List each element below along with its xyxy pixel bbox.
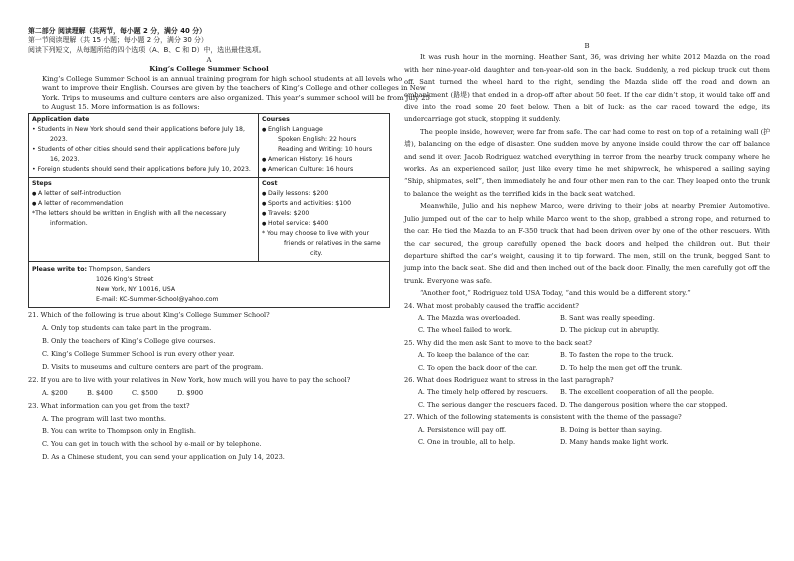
passage-b-letter: B (584, 42, 590, 50)
option[interactable]: C. $500 (132, 388, 158, 397)
application-cell (29, 114, 259, 177)
passage-b-paragraph: Meanwhile, Julio and his nephew Marco, were driving to their jobs at nearby Premier Automotive. Julio jumped out of the car to help while Marco went to the shop, grabbed a strong rope, and returned to the car. He tied the Mazda to an F-350 truck that had been driven over by one of the other rescuers. With the car secured, the group carefully opened the back doors and helped the children out. But their departure shifted the car’s weight, causing it to tip forward. The men, still on the trunk, begged Sant to jump into the back seat. She did and then inched out of the back door. Finally, the men carefully got off the trunk. Everyone was safe. (404, 202, 770, 285)
option[interactable]: B. You can write to Thompson only in English. (42, 427, 196, 436)
option[interactable]: C. King’s College Summer School is run every other year. (42, 350, 235, 359)
address-line: 1026 King’s Street (96, 276, 154, 284)
option[interactable]: B. The excellent cooperation of all the people. (560, 388, 714, 397)
left-column (28, 27, 430, 464)
option[interactable]: C. One in trouble, all to help. (418, 438, 516, 446)
cost-note: friends or relatives in the same (284, 240, 381, 248)
option[interactable]: B. Sant was really speeding. (560, 313, 655, 322)
options-row (404, 436, 770, 448)
section-title: 第一节阅读理解（共 15 小题；每小题 2 分，满分 30 分） (28, 36, 208, 45)
steps-cell (29, 178, 259, 261)
options-row (404, 386, 770, 398)
courses-heading: Courses (262, 116, 290, 124)
course-item: Reading and Writing: 10 hours (278, 146, 373, 154)
question-26: 26. What does Rodriguez want to stress in the last paragraph? (404, 375, 614, 384)
cost-heading: Cost (262, 180, 278, 188)
option[interactable]: B. $400 (87, 388, 113, 397)
options-row (404, 312, 770, 324)
application-item: • Students in New York should send their applications before July 18, (32, 125, 255, 135)
passage-a-questions (28, 309, 390, 464)
info-table (28, 113, 390, 308)
email-line: E-mail: KC-Summer-School@yahoo.com (96, 296, 219, 304)
intro-line: to August 15. More information is as follows: (42, 102, 200, 111)
option[interactable]: D. As a Chinese student, you can send your application on July 14, 2023. (42, 453, 285, 462)
application-heading: Application date (32, 116, 90, 124)
options-row (404, 324, 770, 336)
passage-b-paragraph: It was rush hour in the morning. Heather Sant, 36, was driving her white 2012 Mazda on the road with her nine-year-old daughter and ten-year-old son in the back. Suddenly, a red pickup truck cut them off. Sant turned the wheel hard to the right, sending the Mazda slide off the road and down an embankment (路堤) that ended in a drop-off after about 50 feet. If the car didn’t stop, it would take off and dive into the road some 20 feet below. Then a bit of luck: as the car raced toward the edge, its undercarriage got stuck, stopping it suddenly. (404, 53, 770, 124)
options-row (404, 424, 770, 436)
cost-item: ● Hotel service: $400 (262, 219, 386, 229)
option[interactable]: D. Visits to museums and culture centers are part of the program. (42, 362, 264, 371)
course-item: Spoken English: 22 hours (278, 136, 357, 144)
cost-note: * You may choose to live with your (262, 230, 370, 238)
cost-item: ● Travels: $200 (262, 209, 386, 219)
option[interactable]: A. $200 (42, 388, 68, 397)
option[interactable]: D. $900 (177, 388, 204, 397)
step-item: ● A letter of recommendation (32, 199, 255, 209)
application-item: 16, 2023. (50, 156, 80, 164)
write-to (32, 265, 386, 275)
options-row (28, 387, 390, 400)
cost-note: city. (310, 250, 323, 258)
step-item: ● A letter of self-introduction (32, 189, 255, 199)
option[interactable]: A. To keep the balance of the car. (418, 351, 530, 360)
address-line: New York, NY 10016, USA (96, 286, 176, 294)
option[interactable]: A. The timely help offered by rescuers. (418, 388, 548, 397)
option[interactable]: D. To help the men get off the trunk. (560, 363, 683, 372)
table-row (29, 178, 389, 262)
passage-b-paragraph: The people inside, however, were far from safe. The car had come to rest on top of a retaining wall (护墙), balancing on the edge of disaster. One sudden move by anyone inside could throw the car off balance and send it over. Jacob Rodriguez watched everything in terror from the nearby truck company where he works. As an experienced sailor, just like every time he met shipwreck, he whispered a sailing saying “Ship, shipmates, self”, then immediately he and four other men ran to the car. They leaped onto the trunk to balance the weight as the terrified kids in the back seat watched. (404, 127, 770, 198)
passage-a-letter: A (206, 55, 212, 64)
write-to-name: Thompson, Sanders (88, 266, 151, 274)
right-column (404, 42, 770, 448)
option[interactable]: C. The serious danger the rescuers faced. (418, 400, 558, 409)
table-row (29, 114, 389, 178)
write-to-label: Please write to: (32, 266, 87, 274)
options-row (404, 399, 770, 411)
option[interactable]: A. The program will last two months. (42, 414, 167, 423)
part-title: 第二部分 阅读理解（共两节，每小题 2 分，满分 40 分） (28, 27, 206, 35)
course-item: ● English Language (262, 125, 386, 135)
application-item: 2023. (50, 136, 68, 144)
option[interactable]: C. The wheel failed to work. (418, 326, 512, 335)
question-23: 23. What information can you get from the text? (28, 401, 190, 410)
course-item: ● American Culture: 16 hours (262, 165, 386, 175)
course-item: ● American History: 16 hours (262, 155, 386, 165)
option[interactable]: D. The dangerous position where the car stopped. (560, 400, 728, 409)
intro-line: want to improve their English. Courses are given by the teachers of King’s College and other colleges in New (42, 84, 426, 93)
cost-item: ● Daily lessons: $200 (262, 189, 386, 199)
instruction: 阅读下列短文，从每题所给的四个选项（A、B、C 和 D）中，选出最佳选项。 (28, 45, 266, 54)
option[interactable]: C. To open the back door of the car. (418, 363, 538, 372)
cost-cell (259, 178, 389, 261)
question-25: 25. Why did the men ask Sant to move to the back seat? (404, 338, 592, 347)
question-24: 24. What most probably caused the traffic accident? (404, 301, 579, 310)
steps-heading: Steps (32, 180, 52, 188)
option[interactable]: A. The Mazda was overloaded. (418, 313, 521, 322)
options-row (404, 362, 770, 374)
question-27: 27. Which of the following statements is consistent with the theme of the passage? (404, 413, 682, 422)
option[interactable]: D. Many hands make light work. (560, 438, 669, 446)
option[interactable]: D. The pickup cut in abruptly. (560, 326, 660, 335)
intro-line: King’s College Summer School is an annual training program for high school students at all levels who (42, 74, 403, 83)
courses-cell (259, 114, 389, 177)
option[interactable]: B. Only the teachers of King’s College give courses. (42, 337, 216, 346)
question-21: 21. Which of the following is true about King’s College Summer School? (28, 311, 270, 320)
passage-a-title: King’s College Summer School (149, 65, 269, 74)
option[interactable]: B. To fasten the rope to the truck. (560, 351, 674, 360)
option[interactable]: A. Persistence will pay off. (418, 425, 507, 434)
option[interactable]: A. Only top students can take part in the program. (42, 324, 212, 333)
option[interactable]: B. Doing is better than saying. (560, 425, 663, 434)
options-row (404, 349, 770, 361)
address-cell (29, 262, 389, 307)
question-22: 22. If you are to live with your relatives in New York, how much will you have to pay the school? (28, 375, 351, 384)
passage-b-paragraph: “Another foot,” Rodriguez told USA Today, “and this would be a different story.” (420, 289, 691, 298)
step-note: information. (50, 220, 88, 228)
cost-item: ● Sports and activities: $100 (262, 199, 386, 209)
intro-line: York. Trips to museums and culture centers are also organized. This year’s summer school will be from July 25 (42, 93, 430, 102)
application-item: • Foreign students should send their applications before July 10, 2023. (32, 165, 255, 175)
application-item: • Students of other cities should send their applications before July (32, 145, 255, 155)
table-row (29, 262, 389, 307)
option[interactable]: C. You can get in touch with the school by e-mail or by telephone. (42, 440, 262, 449)
step-note: *The letters should be written in English with all the necessary (32, 210, 227, 218)
